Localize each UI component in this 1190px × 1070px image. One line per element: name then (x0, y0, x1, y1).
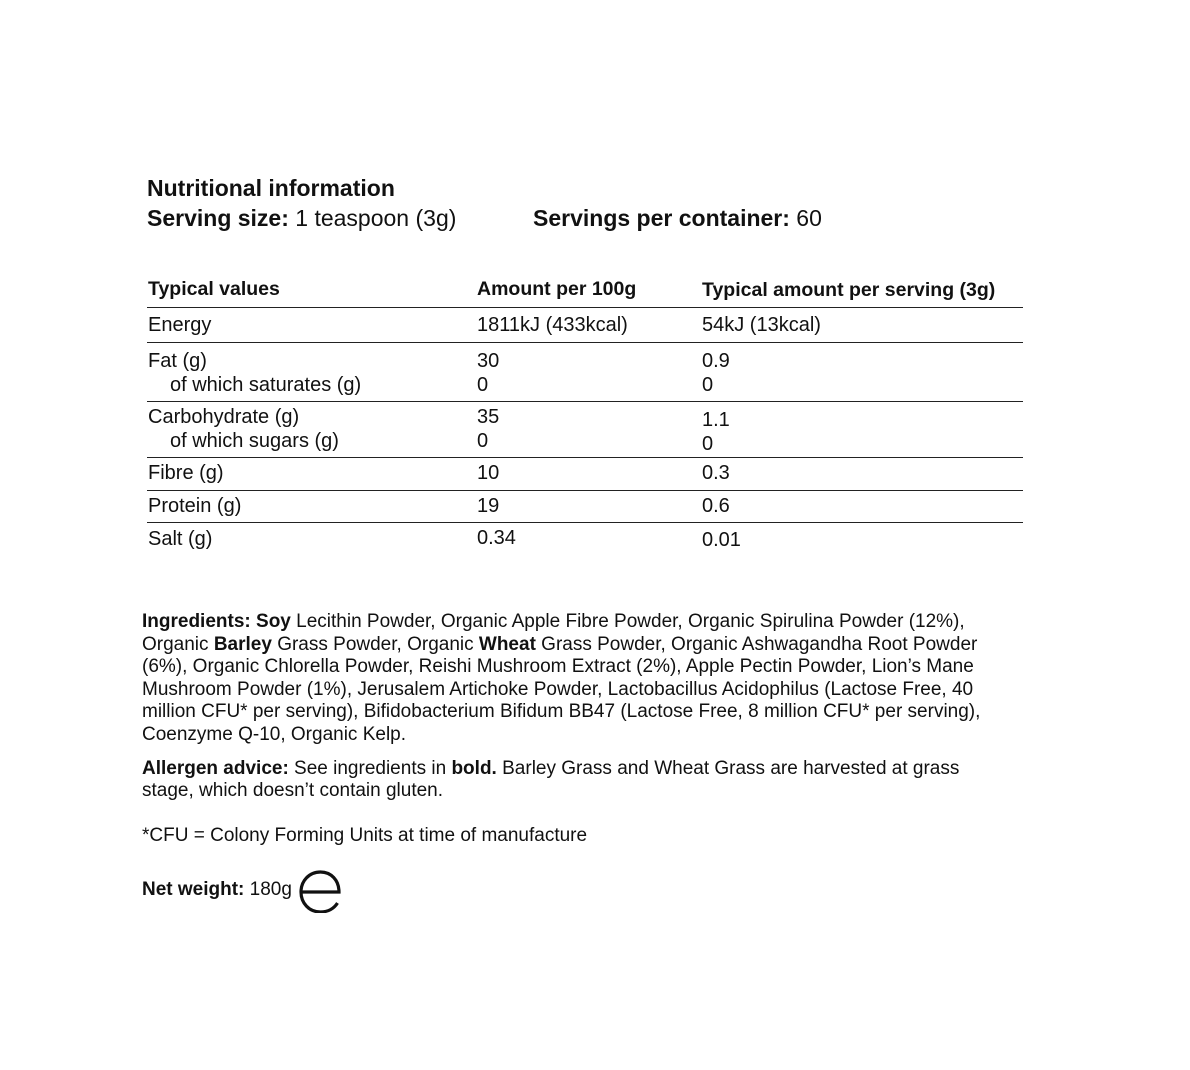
row-label-sugars: of which sugars (g) (170, 430, 339, 452)
table-row (147, 523, 1023, 557)
sugars-per-100g: 0 (477, 430, 489, 452)
product-info (142, 611, 1012, 912)
table-row (147, 402, 1023, 458)
carbohydrate-per-serving: 1.1 (702, 409, 730, 431)
allergen-wheat: Wheat (478, 633, 536, 655)
protein-per-serving: 0.6 (702, 495, 730, 517)
serving-size (147, 203, 456, 233)
header-amount-per-serving: Typical amount per serving (3g) (702, 279, 996, 301)
table-row (147, 491, 1023, 523)
row-label-energy: Energy (148, 314, 212, 336)
salt-per-serving: 0.01 (702, 529, 741, 551)
fibre-per-serving: 0.3 (702, 462, 730, 484)
net-weight (142, 868, 1012, 912)
servings-per-container (533, 203, 822, 233)
row-label-carbohydrate: Carbohydrate (g) (148, 406, 300, 428)
ingredients-text-3: Grass Powder, Organic Ashwagandha Root Powder (6%), Organic Chlorella Powder, Reishi Mushroom Extract (2%), Apple Pectin Powder, Lion’s Mane Mushroom Powder (1%), Jerusalem Artichoke Powder, Lactobacillus Acidophilus (Lactose Free, 40 million CFU* per serving), Bifidobacterium Bifidum BB47 (Lactose Free, 8 million CFU* per serving), Coenzyme Q-10, Organic Kelp. (142, 633, 981, 745)
ingredients-text-2: Grass Powder, Organic (271, 633, 479, 655)
ingredients-text-1: Lecithin Powder, Organic Apple Fibre Powder, Organic Spirulina Powder (12%), Organic (142, 611, 965, 655)
saturates-per-100g: 0 (477, 374, 489, 396)
fibre-per-100g: 10 (477, 462, 500, 484)
net-weight-value: 180g (244, 879, 292, 901)
salt-per-100g: 0.34 (477, 527, 516, 549)
nutrition-table (147, 277, 1023, 557)
estimated-e-mark-icon (298, 869, 342, 913)
carbohydrate-per-100g: 35 (477, 406, 500, 428)
allergen-text-2: Barley Grass and Wheat Grass are harvested at grass stage, which doesn’t contain gluten. (142, 757, 960, 802)
cfu-footnote: *CFU = Colony Forming Units at time of manufacture (142, 824, 588, 846)
allergen-bold-word: bold. (451, 757, 497, 779)
header-amount-per-100g: Amount per 100g (477, 278, 637, 300)
header-typical-values: Typical values (148, 278, 280, 300)
fat-per-100g: 30 (477, 350, 500, 372)
serving-size-value: 1 teaspoon (3g) (288, 205, 457, 231)
table-row (147, 343, 1023, 402)
row-label-protein: Protein (g) (148, 495, 242, 517)
allergen-text-1: See ingredients in (288, 757, 452, 779)
allergen-label: Allergen advice: (142, 757, 289, 779)
row-label-fibre: Fibre (g) (148, 462, 224, 484)
energy-per-100g: 1811kJ (433kcal) (477, 314, 628, 336)
servings-per-label: Servings per container: (533, 205, 790, 231)
fat-per-serving: 0.9 (702, 350, 730, 372)
ingredients-paragraph (142, 611, 1012, 747)
row-label-fat: Fat (g) (148, 350, 207, 372)
net-weight-label: Net weight: (142, 879, 245, 901)
table-row (147, 308, 1023, 343)
row-label-saturates: of which saturates (g) (170, 374, 362, 396)
table-header-row (147, 277, 1023, 308)
table-row (147, 458, 1023, 491)
allergen-soy: Soy (256, 611, 291, 632)
saturates-per-serving: 0 (702, 374, 714, 396)
servings-per-value: 60 (789, 205, 822, 231)
allergen-barley: Barley (213, 633, 272, 655)
protein-per-100g: 19 (477, 495, 500, 517)
ingredients-label: Ingredients: (142, 611, 251, 632)
serving-info-line (147, 203, 1047, 233)
energy-per-serving: 54kJ (13kcal) (702, 314, 821, 336)
nutrition-header (147, 173, 1047, 233)
allergen-advice (142, 758, 1012, 803)
nutrition-title: Nutritional information (147, 175, 395, 201)
row-label-salt: Salt (g) (148, 528, 213, 550)
serving-size-label: Serving size: (147, 205, 289, 231)
sugars-per-serving: 0 (702, 433, 714, 455)
